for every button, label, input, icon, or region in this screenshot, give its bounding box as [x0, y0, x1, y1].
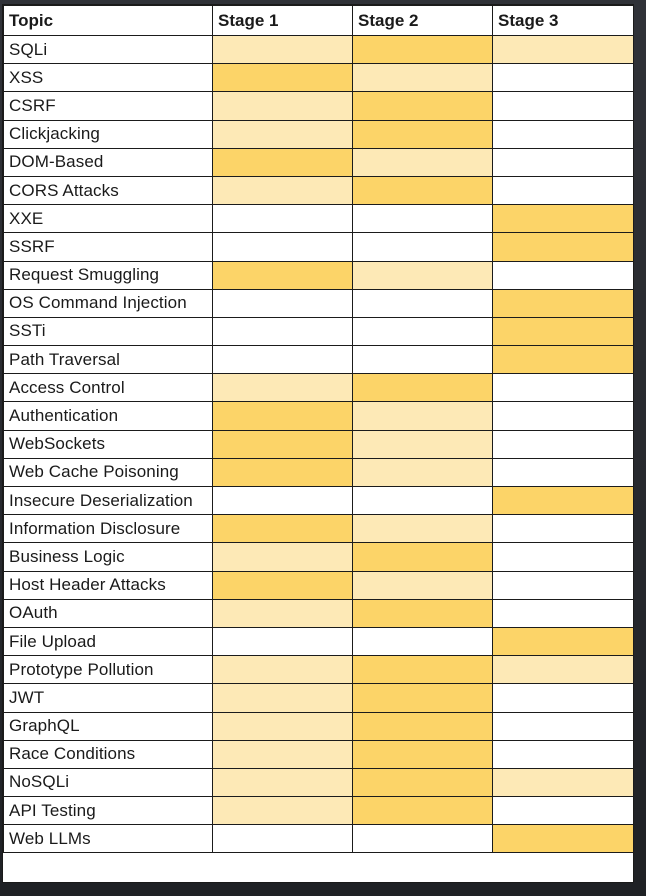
header-stage-3[interactable]: Stage 3 — [493, 6, 634, 36]
table-row — [4, 740, 634, 768]
stage-3-cell[interactable] — [493, 797, 634, 825]
topic-cell[interactable]: XXE — [4, 205, 213, 233]
topic-cell[interactable]: Web Cache Poisoning — [4, 458, 213, 486]
stage-1-cell[interactable] — [213, 233, 353, 261]
stage-2-cell[interactable] — [353, 148, 493, 176]
stage-1-cell[interactable] — [213, 36, 353, 64]
stage-2-cell[interactable] — [353, 36, 493, 64]
stage-1-cell[interactable] — [213, 402, 353, 430]
stage-3-cell[interactable] — [493, 36, 634, 64]
stage-1-cell[interactable] — [213, 571, 353, 599]
topic-cell[interactable]: CORS Attacks — [4, 176, 213, 204]
stage-1-cell[interactable] — [213, 430, 353, 458]
table-row — [4, 797, 634, 825]
topic-cell[interactable]: SQLi — [4, 36, 213, 64]
table-row — [4, 261, 634, 289]
stage-2-cell[interactable] — [353, 627, 493, 655]
stage-2-cell[interactable] — [353, 205, 493, 233]
stage-3-cell[interactable] — [493, 176, 634, 204]
topic-cell[interactable]: NoSQLi — [4, 768, 213, 796]
topic-cell[interactable]: JWT — [4, 684, 213, 712]
stage-3-cell[interactable] — [493, 233, 634, 261]
stage-3-cell[interactable] — [493, 346, 634, 374]
topic-cell[interactable]: XSS — [4, 64, 213, 92]
topic-cell[interactable]: CSRF — [4, 92, 213, 120]
stage-2-cell[interactable] — [353, 402, 493, 430]
stage-3-cell[interactable] — [493, 120, 634, 148]
table-row — [4, 712, 634, 740]
stage-2-cell[interactable] — [353, 740, 493, 768]
stage-1-cell[interactable] — [213, 374, 353, 402]
topic-cell[interactable]: Host Header Attacks — [4, 571, 213, 599]
table-row — [4, 64, 634, 92]
table-row — [4, 176, 634, 204]
stage-1-cell[interactable] — [213, 92, 353, 120]
topic-cell[interactable]: Race Conditions — [4, 740, 213, 768]
stage-2-cell[interactable] — [353, 346, 493, 374]
stage-3-cell[interactable] — [493, 768, 634, 796]
spreadsheet — [3, 5, 633, 882]
topic-cell[interactable]: Authentication — [4, 402, 213, 430]
stage-table — [3, 5, 634, 853]
stage-1-cell[interactable] — [213, 712, 353, 740]
table-row — [4, 430, 634, 458]
stage-3-cell[interactable] — [493, 825, 634, 853]
stage-3-cell[interactable] — [493, 148, 634, 176]
stage-1-cell[interactable] — [213, 458, 353, 486]
stage-1-cell[interactable] — [213, 346, 353, 374]
stage-2-cell[interactable] — [353, 458, 493, 486]
stage-3-cell[interactable] — [493, 374, 634, 402]
topic-cell[interactable]: Access Control — [4, 374, 213, 402]
topic-cell[interactable]: DOM-Based — [4, 148, 213, 176]
table-row — [4, 92, 634, 120]
stage-2-cell[interactable] — [353, 176, 493, 204]
stage-3-cell[interactable] — [493, 402, 634, 430]
stage-1-cell[interactable] — [213, 148, 353, 176]
stage-2-cell[interactable] — [353, 712, 493, 740]
header-stage-1[interactable]: Stage 1 — [213, 6, 353, 36]
stage-3-cell[interactable] — [493, 205, 634, 233]
stage-3-cell[interactable] — [493, 571, 634, 599]
stage-2-cell[interactable] — [353, 64, 493, 92]
topic-cell[interactable]: Path Traversal — [4, 346, 213, 374]
table-body — [4, 36, 634, 853]
table-row — [4, 487, 634, 515]
table-row — [4, 768, 634, 796]
table-row — [4, 543, 634, 571]
stage-2-cell[interactable] — [353, 768, 493, 796]
stage-2-cell[interactable] — [353, 233, 493, 261]
table-row — [4, 599, 634, 627]
stage-2-cell[interactable] — [353, 289, 493, 317]
stage-1-cell[interactable] — [213, 205, 353, 233]
stage-1-cell[interactable] — [213, 487, 353, 515]
table-row — [4, 120, 634, 148]
table-row — [4, 346, 634, 374]
topic-cell[interactable]: Request Smuggling — [4, 261, 213, 289]
stage-2-cell[interactable] — [353, 261, 493, 289]
topic-cell[interactable]: SSRF — [4, 233, 213, 261]
stage-1-cell[interactable] — [213, 627, 353, 655]
topic-cell[interactable]: Clickjacking — [4, 120, 213, 148]
header-stage-2[interactable]: Stage 2 — [353, 6, 493, 36]
topic-cell[interactable]: GraphQL — [4, 712, 213, 740]
table-row — [4, 289, 634, 317]
stage-1-cell[interactable] — [213, 261, 353, 289]
stage-3-cell[interactable] — [493, 289, 634, 317]
stage-1-cell[interactable] — [213, 599, 353, 627]
table-row — [4, 825, 634, 853]
topic-cell[interactable]: Business Logic — [4, 543, 213, 571]
table-row — [4, 684, 634, 712]
stage-3-cell[interactable] — [493, 458, 634, 486]
topic-cell[interactable]: WebSockets — [4, 430, 213, 458]
stage-3-cell[interactable] — [493, 92, 634, 120]
table-row — [4, 627, 634, 655]
topic-cell[interactable]: Information Disclosure — [4, 515, 213, 543]
stage-2-cell[interactable] — [353, 797, 493, 825]
stage-2-cell[interactable] — [353, 120, 493, 148]
stage-2-cell[interactable] — [353, 571, 493, 599]
stage-1-cell[interactable] — [213, 64, 353, 92]
stage-3-cell[interactable] — [493, 656, 634, 684]
topic-cell[interactable]: OS Command Injection — [4, 289, 213, 317]
stage-3-cell[interactable] — [493, 740, 634, 768]
stage-2-cell[interactable] — [353, 92, 493, 120]
stage-2-cell[interactable] — [353, 317, 493, 345]
stage-3-cell[interactable] — [493, 712, 634, 740]
stage-1-cell[interactable] — [213, 684, 353, 712]
stage-2-cell[interactable] — [353, 656, 493, 684]
stage-3-cell[interactable] — [493, 261, 634, 289]
stage-1-cell[interactable] — [213, 797, 353, 825]
topic-cell[interactable]: Prototype Pollution — [4, 656, 213, 684]
table-row — [4, 402, 634, 430]
topic-cell[interactable]: Web LLMs — [4, 825, 213, 853]
table-row — [4, 233, 634, 261]
stage-1-cell[interactable] — [213, 656, 353, 684]
stage-2-cell[interactable] — [353, 543, 493, 571]
stage-2-cell[interactable] — [353, 599, 493, 627]
stage-2-cell[interactable] — [353, 374, 493, 402]
table-row — [4, 317, 634, 345]
stage-1-cell[interactable] — [213, 176, 353, 204]
stage-3-cell[interactable] — [493, 430, 634, 458]
stage-3-cell[interactable] — [493, 64, 634, 92]
stage-3-cell[interactable] — [493, 627, 634, 655]
topic-cell[interactable]: Insecure Deserialization — [4, 487, 213, 515]
table-row — [4, 656, 634, 684]
table-row — [4, 148, 634, 176]
table-row — [4, 515, 634, 543]
stage-3-cell[interactable] — [493, 543, 634, 571]
stage-3-cell[interactable] — [493, 684, 634, 712]
table-row — [4, 36, 634, 64]
stage-2-cell[interactable] — [353, 825, 493, 853]
stage-1-cell[interactable] — [213, 515, 353, 543]
stage-1-cell[interactable] — [213, 768, 353, 796]
stage-3-cell[interactable] — [493, 487, 634, 515]
header-topic[interactable]: Topic — [4, 6, 213, 36]
topic-cell[interactable]: SSTi — [4, 317, 213, 345]
topic-cell[interactable]: API Testing — [4, 797, 213, 825]
stage-1-cell[interactable] — [213, 740, 353, 768]
topic-cell[interactable]: File Upload — [4, 627, 213, 655]
stage-1-cell[interactable] — [213, 543, 353, 571]
stage-2-cell[interactable] — [353, 487, 493, 515]
table-row — [4, 205, 634, 233]
table-row — [4, 571, 634, 599]
stage-1-cell[interactable] — [213, 825, 353, 853]
stage-1-cell[interactable] — [213, 120, 353, 148]
stage-3-cell[interactable] — [493, 317, 634, 345]
stage-2-cell[interactable] — [353, 430, 493, 458]
stage-2-cell[interactable] — [353, 515, 493, 543]
stage-2-cell[interactable] — [353, 684, 493, 712]
header-row — [4, 6, 634, 36]
topic-cell[interactable]: OAuth — [4, 599, 213, 627]
table-row — [4, 458, 634, 486]
stage-3-cell[interactable] — [493, 515, 634, 543]
stage-3-cell[interactable] — [493, 599, 634, 627]
stage-1-cell[interactable] — [213, 289, 353, 317]
table-row — [4, 374, 634, 402]
stage-1-cell[interactable] — [213, 317, 353, 345]
